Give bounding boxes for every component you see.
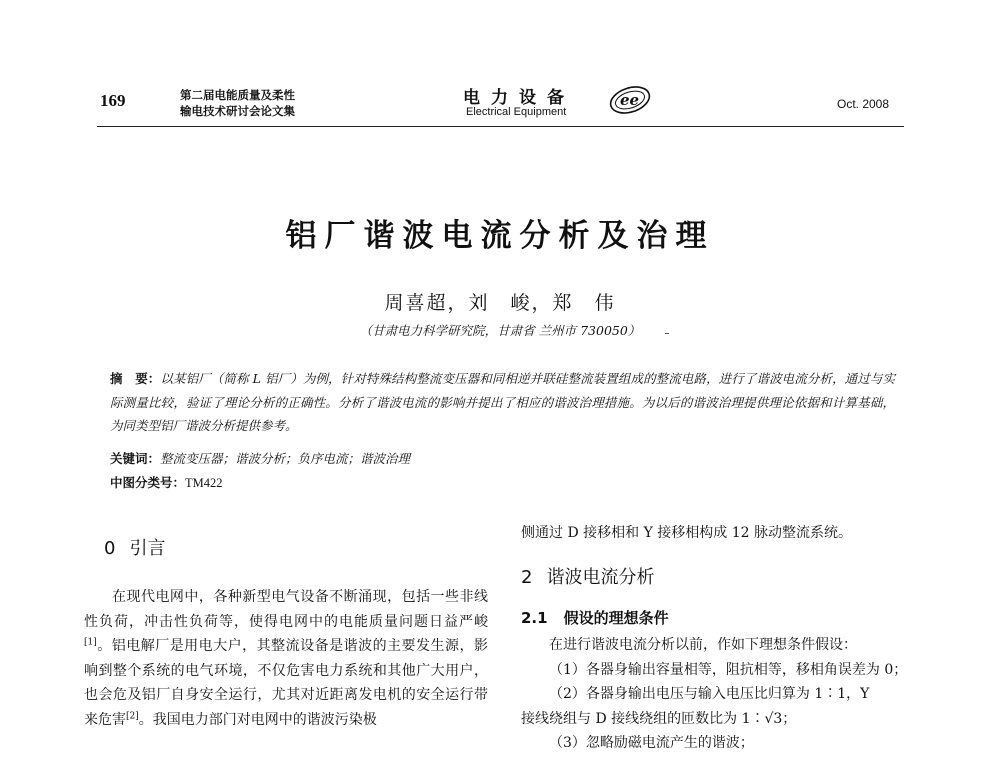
citation-2: [2] (126, 710, 139, 721)
assumption-2: （2）各器身输出电压与输入电压比归算为 1∶1，Y (549, 686, 870, 702)
keywords (110, 449, 410, 467)
section-2-1-number: 2.1 (521, 609, 548, 627)
assumption-1: （1）各器身输出容量相等，阻抗相等，移相角误差为 0； (549, 661, 908, 678)
keywords-label: 关键词： (110, 451, 161, 466)
journal-logo-icon (608, 84, 652, 116)
classification-code: TM422 (185, 476, 223, 490)
issue-date: Oct. 2008 (837, 97, 890, 111)
continuation-text: 侧通过 D 接移相和 Y 接移相构成 12 脉动整流系统。 (521, 525, 852, 541)
article-authors: 周喜超，刘 峻，郑 伟 (384, 292, 616, 314)
assumption-3: （3）忽略励磁电流产生的谐波； (549, 735, 754, 751)
abstract-label: 摘 要： (110, 371, 161, 386)
section-2-1-title: 假设的理想条件 (563, 609, 669, 627)
intro-body (84, 585, 488, 732)
section-0-heading (104, 534, 165, 560)
intro-paragraph (84, 585, 488, 732)
page-number: 169 (100, 91, 126, 110)
conference-title-line1: 第二届电能质量及柔性 (180, 88, 295, 102)
article-affiliation: （甘肃电力科学研究院，甘肃省 兰州市 730050） (359, 323, 641, 338)
stray-mark (665, 333, 669, 334)
citation-1: [1] (84, 637, 97, 648)
assumption-intro: 在进行谐波电流分析以前，作如下理想条件假设： (549, 637, 857, 653)
section-0-title: 引言 (129, 538, 166, 559)
section-2-number: 2 (521, 567, 533, 588)
journal-name-en: Electrical Equipment (466, 106, 567, 118)
conference-title-line2: 输电技术研讨会论文集 (180, 104, 295, 118)
conference-title (180, 87, 295, 119)
intro-text-c: 。我国电力部门对电网中的谐波污染极 (138, 711, 377, 728)
classification-label: 中图分类号： (110, 475, 186, 490)
section-2-title: 谐波电流分析 (546, 567, 655, 588)
article-title: 铝厂谐波电流分析及治理 (285, 218, 715, 254)
abstract-text: 以某铝厂（简称 L 铝厂）为例，针对特殊结构整流变压器和同相逆并联硅整流装置组成的整流电路，进行了谐波电流分析，通过与实际测量比较，验证了理论分析的正确性。分析了谐波电流的影响并提出了相应的谐波治理措施。为以后的谐波治理提供理论依据和计算基础，为同类型铝厂谐波分析提供参考。 (110, 371, 895, 433)
header-divider (97, 126, 904, 127)
keywords-text: 整流变压器；谐波分析；负序电流；谐波治理 (160, 451, 411, 466)
intro-text-b: 。铝电解厂是用电大户，其整流设备是谐波的主要发生源，影响到整个系统的电气环境，不仅危害电力系统和其他广大用户，也会危及铝厂自身安全运行，尤其对近距离发电机的安全运行带来危害 (84, 638, 488, 728)
journal-name-cn: 电力设备 (463, 88, 575, 108)
section-2-1-heading (521, 607, 669, 628)
classification (110, 473, 223, 491)
intro-text-a: 在现代电网中，各种新型电气设备不断涌现，包括一些非线性负荷，冲击性负荷等，使得电网中的电能质量问题日益严峻 (84, 589, 488, 630)
journal-logo-text: ee (620, 91, 640, 109)
abstract (110, 367, 895, 438)
section-2-heading (521, 563, 654, 589)
assumption-2-continued: 接线绕组与 D 接线绕组的匝数比为 1∶√3； (521, 710, 797, 727)
section-0-number: 0 (104, 538, 116, 559)
assumptions-body (521, 633, 913, 756)
